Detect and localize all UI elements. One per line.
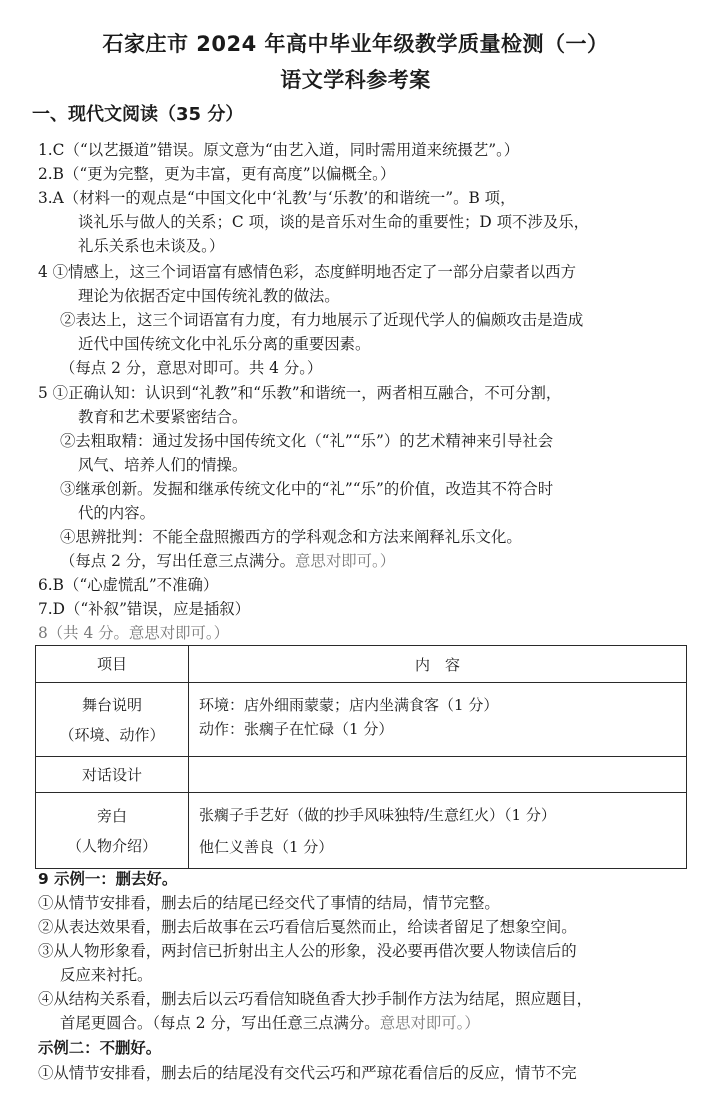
cell-text: 旁白 <box>96 806 127 825</box>
cell-text: （人物介绍） <box>66 836 157 855</box>
table-content-cell <box>189 683 687 757</box>
answer-line: ④思辨批判：不能全盘照搬西方的学科观念和方法来阐释礼乐文化。 <box>60 528 522 546</box>
answer-line: 礼乐关系也未谈及。） <box>78 237 225 255</box>
answer-line: （每点 2 分，意思对即可。共 4 分。） <box>60 359 323 377</box>
table-label-cell: 对话设计 <box>36 757 189 793</box>
answer-text-faint: 意思对即可。） <box>379 1014 480 1032</box>
cell-text: 他仁义善良（1 分） <box>199 837 334 856</box>
answer-line: ③从人物形象看，两封信已折射出主人公的形象，没必要再借次要人物读信后的 <box>38 942 577 960</box>
table-row <box>36 683 687 757</box>
answer-line: 1.C（“以艺摄道”错误。原文意为“由艺入道，同时需用道来统摄艺”。） <box>38 141 520 159</box>
table-label-cell <box>36 683 189 757</box>
cell-text: （环境、动作） <box>59 725 165 744</box>
table-row <box>36 757 687 793</box>
answer-line: 反应来衬托。 <box>60 966 153 984</box>
answer-line <box>60 549 395 573</box>
answer-line: 理论为依据否定中国传统礼教的做法。 <box>78 287 340 305</box>
answer-line: 谈礼乐与做人的关系；C 项，谈的是音乐对生命的重要性；D 项不涉及乐， <box>78 213 590 231</box>
table-label-cell <box>36 793 189 869</box>
answer-line: ②去粗取精：通过发扬中国传统文化（“礼”“乐”）的艺术精神来引导社会 <box>60 432 554 450</box>
answer-line: 6.B（“心虚慌乱”不准确） <box>38 576 219 594</box>
answer-line: 4 ①情感上，这三个词语富有感情色彩，态度鲜明地否定了一部分启蒙者以西方 <box>38 263 576 281</box>
doc-title: 石家庄市 2024 年高中毕业年级教学质量检测（一） <box>102 32 609 56</box>
table-header-cell: 内 容 <box>189 646 687 683</box>
example-label: 9 示例一： <box>38 870 116 888</box>
table-header-cell: 项目 <box>36 646 189 683</box>
cell-text: 环境：店外细雨蒙蒙；店内坐满食客（1 分） <box>199 696 499 714</box>
cell-text: 舞台说明 <box>81 695 142 714</box>
cell-text: 动作：张瘸子在忙碌（1 分） <box>199 720 394 738</box>
answer-line: ②从表达效果看，删去后故事在云巧看信后戛然而止，给读者留足了想象空间。 <box>38 918 577 936</box>
answer-line: ④从结构关系看，删去后以云巧看信知晓鱼香大抄手制作方法为结尾，照应题目， <box>38 990 593 1008</box>
answer-text: （每点 2 分，写出任意三点满分。 <box>60 552 296 570</box>
answer-line: 教育和艺术要紧密结合。 <box>78 408 248 426</box>
answer-line <box>60 1011 480 1035</box>
table-header-row <box>36 646 687 683</box>
answer-line <box>38 867 177 891</box>
answer-table <box>35 645 687 869</box>
answer-text-faint: 意思对即可。） <box>295 552 396 570</box>
table-content-cell <box>189 793 687 869</box>
answer-line: 近代中国传统文化中礼乐分离的重要因素。 <box>78 335 371 353</box>
answer-line: 2.B（“更为完整，更为丰富，更有高度”以偏概全。） <box>38 165 396 183</box>
table-content-cell <box>189 757 687 793</box>
answer-line: 代的内容。 <box>78 504 155 522</box>
answer-line: ②表达上，这三个词语富有力度，有力地展示了近现代学人的偏颇攻击是造成 <box>60 311 584 329</box>
answer-line: 8（共 4 分。意思对即可。） <box>38 624 229 642</box>
answer-line: ③继承创新。发掘和继承传统文化中的“礼”“乐”的价值，改造其不符合时 <box>60 480 554 498</box>
answer-line: 3.A（材料一的观点是“中国文化中‘礼教’与‘乐教’的和谐统一”。B 项， <box>38 189 516 207</box>
answer-line: ①从情节安排看，删去后的结尾已经交代了事情的结局，情节完整。 <box>38 894 500 912</box>
example-heading: 示例二：不删好。 <box>38 1039 162 1057</box>
doc-subtitle: 语文学科参考案 <box>280 68 431 92</box>
answer-line: 5 ①正确认知：认识到“礼教”和“乐教”和谐统一，两者相互融合，不可分割， <box>38 384 562 402</box>
answer-line: 7.D（“补叙”错误，应是插叙） <box>38 600 251 618</box>
example-verdict: 删去好。 <box>115 870 178 888</box>
answer-line: 风气、培养人们的情操。 <box>78 456 248 474</box>
answer-line: ①从情节安排看，删去后的结尾没有交代云巧和严琼花看信后的反应，情节不完 <box>38 1064 577 1082</box>
table-row <box>36 793 687 869</box>
section-heading: 一、现代文阅读（35 分） <box>32 104 244 125</box>
answer-text: 首尾更圆合。（每点 2 分，写出任意三点满分。 <box>60 1014 380 1032</box>
cell-text: 张瘸子手艺好（做的抄手风味独特/生意红火）（1 分） <box>199 805 556 824</box>
